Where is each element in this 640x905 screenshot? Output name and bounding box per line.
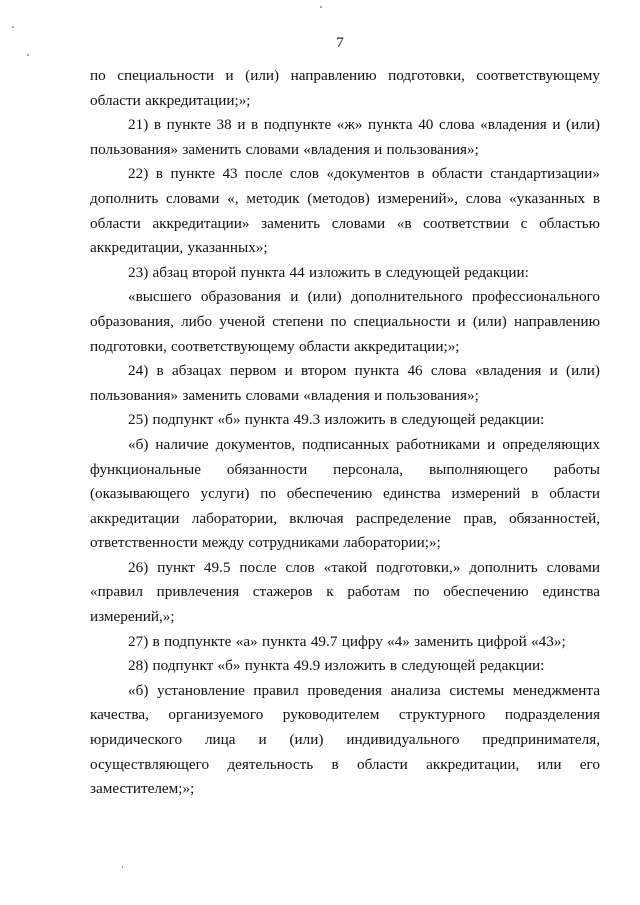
paragraph-intro-tail: по специальности и (или) направлению подготовки, соответствующему области аккредитации;»; [90,67,600,109]
paragraph-item-22: 22) в пункте 43 после слов «документов в области стандартизации» дополнить словами «, методик (методов) измерений», слова «указанных в области аккредитации» заменить словами «в соответствии с областью аккредитации, указанных»; [90,165,600,257]
paragraph-item-23: 23) абзац второй пункта 44 изложить в следующей редакции: [128,263,529,281]
scan-speck [12,26,14,28]
paragraph-item-27: 27) в подпункте «а» пункта 49.7 цифру «4» заменить цифрой «43»; [128,632,566,650]
paragraph-item-26: 26) пункт 49.5 после слов «такой подготовки,» дополнить словами «правил привлечения стажеров к работам по обеспечению единства измерений,»; [90,558,600,626]
paragraph-item-28-quote: «б) установление правил проведения анализа системы менеджмента качества, организуемого руководителем структурного подразделения юридического лица и (или) индивидуального предпринимателя, осуществляющего деятельность в области аккредитации, или его заместителем;»; [90,681,600,798]
paragraph-item-24: 24) в абзацах первом и втором пункта 46 слова «владения и (или) пользования» заменить словами «владения и пользования»; [90,362,600,404]
paragraph-item-25-quote: «б) наличие документов, подписанных работниками и определяющих функциональные обязанности персонала, выполняющего работы (оказывающего услуги) по обеспечению единства измерений в области аккредитации лаборатории, включая распределение прав, обязанностей, ответственности между сотрудниками лаборатории;»; [90,435,600,552]
paragraph-item-25: 25) подпункт «б» пункта 49.3 изложить в следующей редакции: [128,411,545,429]
scan-speck [122,866,123,868]
page-number: 7 [336,35,344,51]
document-body [90,64,600,802]
scan-speck [27,54,29,56]
paragraph-item-23-quote: «высшего образования и (или) дополнительного профессионального образования, либо ученой степени по специальности и (или) направлению подготовки, соответствующему области аккредитации;»; [90,288,600,355]
paragraph-item-21: 21) в пункте 38 и в подпункте «ж» пункта 40 слова «владения и (или) пользования» заменить словами «владения и пользования»; [90,116,600,158]
scan-speck [320,6,322,8]
paragraph-item-28: 28) подпункт «б» пункта 49.9 изложить в следующей редакции: [128,657,545,675]
